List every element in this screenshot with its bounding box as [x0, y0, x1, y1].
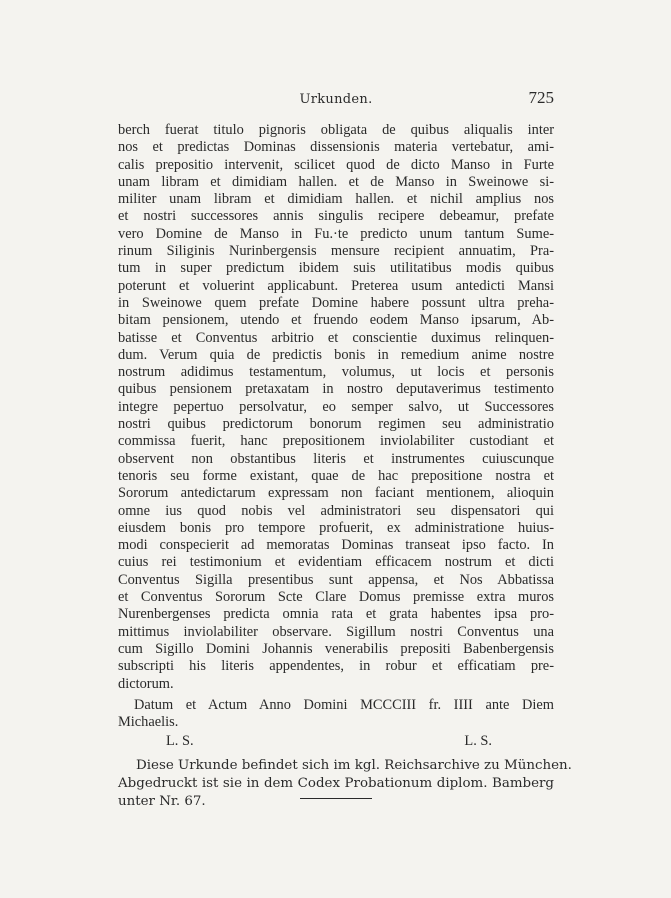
- text-line: Datum et Actum Anno Domini MCCCIII fr. IIII ante Diem: [134, 696, 554, 713]
- note-line: unter Nr. 67.: [118, 794, 206, 810]
- text-line: bitam pensionem, utendo et fruendo eodem Manso ipsarum, Ab-: [118, 312, 554, 329]
- text-line: cum Sigillo Domini Johannis venerabilis prepositi Babenbergensis: [118, 640, 554, 657]
- editorial-note: [118, 757, 572, 811]
- page-header: [118, 88, 554, 114]
- text-line: tum in super predictum ibidem suis utilitatibus modis quibus: [118, 260, 554, 277]
- text-line: omne ius quod nobis vel administratori seu dispensatori qui: [118, 502, 554, 519]
- text-line: poterunt et voluerint applicabunt. Preterea usum antedicti Mansi: [118, 277, 554, 294]
- text-line: Nurenbergenses predicta omnia rata et grata habentes ipsa pro-: [118, 606, 554, 623]
- seal-mark-left: L. S.: [166, 733, 194, 750]
- text-line: rinum Siliginis Nurinbergensis mensure recipient annuatim, Pra-: [118, 243, 554, 260]
- text-line: et nostri successores annis singulis recipere debeamur, prefate: [118, 208, 554, 225]
- text-line: subscripti his literis appendentes, in robur et efficatiam pre-: [118, 658, 554, 675]
- dating-clause: [118, 697, 554, 732]
- seal-mark-right: L. S.: [464, 733, 492, 750]
- text-line: quibus pensionem pretaxatam in nostro deputaverimus testimento: [118, 381, 554, 398]
- text-line: nos et predictas Dominas dissensionis materia vertebatur, ami-: [118, 139, 554, 156]
- text-line: Michaelis.: [118, 714, 179, 731]
- text-line: nostri quibus predictorum bonorum regimen seu administratio: [118, 416, 554, 433]
- seal-marks: [118, 733, 554, 751]
- text-line: berch fuerat titulo pignoris obligata de quibus aliqualis inter: [118, 122, 554, 138]
- running-head: Urkunden.: [299, 92, 373, 107]
- end-rule: [300, 798, 372, 799]
- text-line: in Sweinowe quem prefate Domine habere possunt ultra preha-: [118, 294, 554, 311]
- text-line: Sororum antedictarum expressam non faciant mentionem, alioquin: [118, 485, 554, 502]
- text-line: Conventus Sigilla presentibus sunt appensa, et Nos Abbatissa: [118, 571, 554, 588]
- text-line: militer unam libram et dimidiam hallen. et nichil amplius nos: [118, 191, 554, 208]
- text-line: nostrum adidimus testamentum, volumus, ut locis et personis: [118, 364, 554, 381]
- document-page: [118, 88, 572, 811]
- text-line: et Conventus Sororum Scte Clare Domus premisse extra muros: [118, 589, 554, 606]
- text-line: batisse et Conventus arbitrio et conscientie duximus relinquen-: [118, 329, 554, 346]
- text-line: eiusdem bonis pro tempore profuerit, ex administratione huius-: [118, 519, 554, 536]
- page-number: 725: [528, 88, 554, 107]
- text-line: commissa fuerit, hanc prepositionem inviolabiliter custodiant et: [118, 433, 554, 450]
- text-line: unam libram et dimidiam hallen. et de Manso in Sweinowe si-: [118, 173, 554, 190]
- text-line: mittimus inviolabiliter observare. Sigillum nostri Conventus una: [118, 623, 554, 640]
- text-line: vero Domine de Manso in Fu.·te predicto unum tantum Sume-: [118, 225, 554, 242]
- text-line: cuius rei testimonium et evidentiam efficacem nostrum et dicti: [118, 554, 554, 571]
- text-line: calis prepositio intervenit, scilicet quod de dicto Manso in Furte: [118, 156, 554, 173]
- text-line: dictorum.: [118, 675, 174, 692]
- text-line: modi conspecierit ad memoratas Dominas transeat ipso facto. In: [118, 537, 554, 554]
- text-line: observent non obstantibus literis et instrumentes cuiuscunque: [118, 450, 554, 467]
- note-line: Abgedruckt ist sie in dem Codex Probationum diplom. Bamberg: [118, 776, 554, 792]
- text-line: dum. Verum quia de predictis bonis in remedium anime nostre: [118, 346, 554, 363]
- text-line: tenoris seu forme existant, quae de hac prepositione nostra et: [118, 467, 554, 484]
- note-line: Diese Urkunde befindet sich im kgl. Reichsarchive zu München.: [136, 758, 572, 774]
- text-line: integre pepertuo persolvatur, eo semper salvo, ut Successores: [118, 398, 554, 415]
- charter-text: [118, 122, 554, 751]
